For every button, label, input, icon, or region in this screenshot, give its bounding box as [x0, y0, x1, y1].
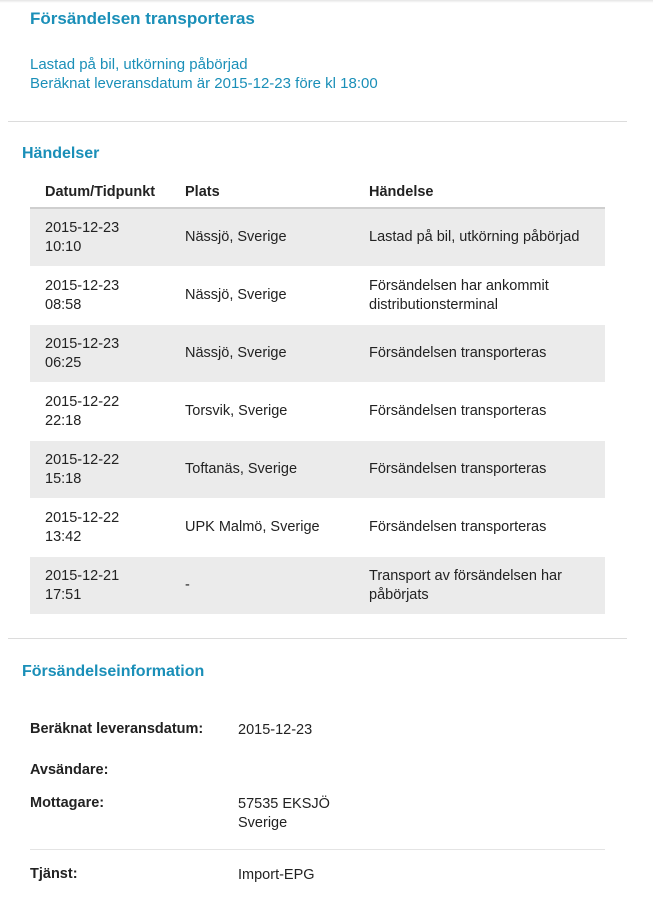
divider	[8, 121, 627, 122]
estimated-delivery-text: Beräknat leveransdatum är 2015-12-23 före kl 18:00	[30, 75, 378, 92]
delivery-date-label: Beräknat leveransdatum:	[30, 721, 204, 737]
event-place: Nässjö, Sverige	[185, 325, 369, 383]
event-time: 15:18	[45, 470, 82, 487]
event-time: 06:25	[45, 354, 82, 371]
divider	[30, 849, 605, 850]
event-description: Försändelsen transporteras	[369, 383, 605, 441]
column-header-place: Plats	[185, 176, 369, 208]
event-datetime	[30, 325, 185, 383]
event-place: Nässjö, Sverige	[185, 208, 369, 267]
divider	[8, 638, 627, 639]
top-shadow	[0, 0, 653, 3]
status-detail: Lastad på bil, utkörning påbörjad	[30, 56, 248, 73]
receiver-label: Mottagare:	[30, 795, 105, 811]
event-row	[30, 441, 605, 499]
event-date: 2015-12-21	[45, 567, 120, 584]
event-place: Torsvik, Sverige	[185, 383, 369, 441]
event-datetime	[30, 557, 185, 615]
event-date: 2015-12-23	[45, 219, 120, 236]
event-description: Försändelsen transporteras	[369, 441, 605, 499]
event-place: -	[185, 557, 369, 615]
receiver-address	[238, 795, 330, 833]
event-date: 2015-12-23	[45, 277, 120, 294]
event-date: 2015-12-22	[45, 509, 120, 526]
event-row	[30, 383, 605, 441]
event-description: Försändelsen transporteras	[369, 325, 605, 383]
event-time: 08:58	[45, 296, 82, 313]
service-value: Import-EPG	[238, 867, 315, 883]
event-row	[30, 499, 605, 557]
events-table	[30, 176, 605, 615]
event-datetime	[30, 499, 185, 557]
column-header-event: Händelse	[369, 176, 605, 208]
event-place: Nässjö, Sverige	[185, 267, 369, 325]
event-datetime	[30, 267, 185, 325]
event-time: 22:18	[45, 412, 82, 429]
event-row	[30, 267, 605, 325]
event-place: Toftanäs, Sverige	[185, 441, 369, 499]
shipment-status-title: Försändelsen transporteras	[30, 9, 255, 28]
service-label: Tjänst:	[30, 866, 78, 882]
event-date: 2015-12-22	[45, 393, 120, 410]
event-time: 10:10	[45, 238, 82, 255]
event-date: 2015-12-23	[45, 335, 120, 352]
event-row	[30, 325, 605, 383]
events-table-header	[30, 176, 605, 208]
info-section-title: Försändelseinformation	[22, 663, 205, 680]
receiver-country: Sverige	[238, 815, 288, 831]
event-description: Lastad på bil, utkörning påbörjad	[369, 208, 605, 267]
events-section-title: Händelser	[22, 145, 100, 162]
event-time: 13:42	[45, 528, 82, 545]
column-header-datetime: Datum/Tidpunkt	[30, 176, 185, 208]
event-time: 17:51	[45, 586, 82, 603]
event-place: UPK Malmö, Sverige	[185, 499, 369, 557]
delivery-date-value: 2015-12-23	[238, 722, 313, 738]
event-datetime	[30, 441, 185, 499]
event-row	[30, 557, 605, 615]
receiver-postal-city: 57535 EKSJÖ	[238, 796, 330, 812]
sender-label: Avsändare:	[30, 762, 109, 778]
event-datetime	[30, 208, 185, 267]
event-description: Försändelsen transporteras	[369, 499, 605, 557]
event-row	[30, 208, 605, 267]
event-date: 2015-12-22	[45, 451, 120, 468]
event-description: Försändelsen har ankommit distributionsterminal	[369, 267, 605, 325]
event-description: Transport av försändelsen har påbörjats	[369, 557, 605, 615]
event-datetime	[30, 383, 185, 441]
